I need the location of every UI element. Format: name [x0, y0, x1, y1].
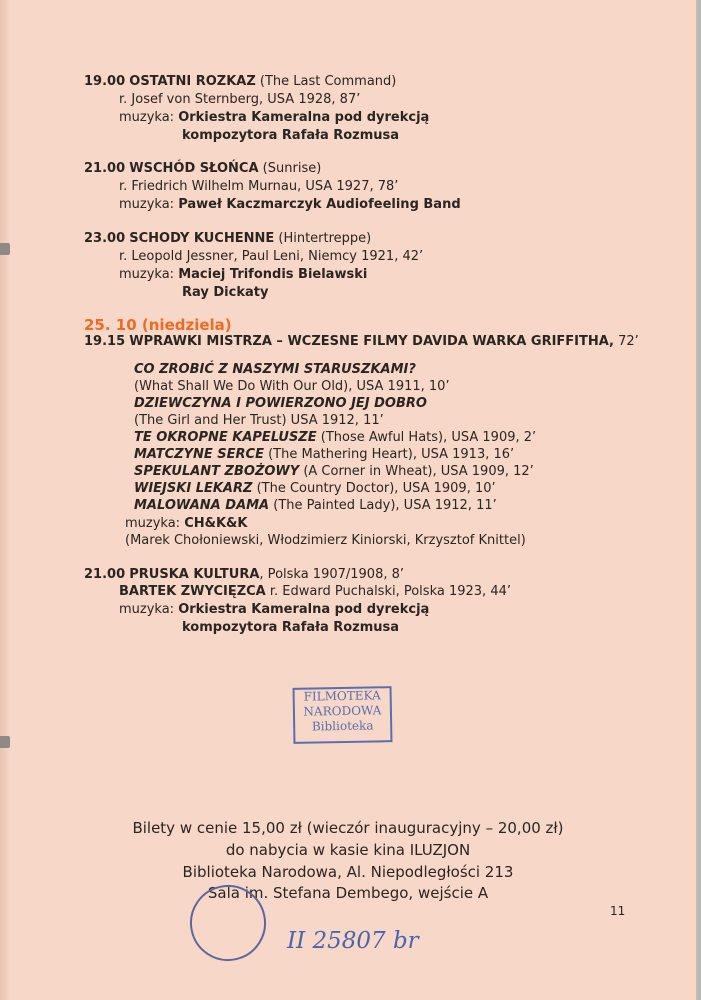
- ticket-info: do nabycia w kasie kina ILUZJON: [225, 841, 471, 859]
- ticket-info: Biblioteka Narodowa, Al. Niepodległości 213: [182, 863, 514, 881]
- screening-title: BARTEK ZWYCIĘZCA r. Edward Puchalski, Polska 1923, 44’: [119, 584, 511, 599]
- screening-title: 19.00 OSTATNI ROZKAZ (The Last Command): [84, 74, 397, 89]
- screening-title: 23.00 SCHODY KUCHENNE (Hintertreppe): [84, 231, 372, 246]
- screening-music: muzyka: Paweł Kaczmarczyk Audiofeeling Band: [119, 197, 461, 212]
- screening-title: 21.00 PRUSKA KULTURA, Polska 1907/1908, 8’: [84, 567, 405, 582]
- screening-music: Ray Dickaty: [182, 285, 269, 300]
- screening-music: muzyka: Orkiestra Kameralna pod dyrekcją: [119, 602, 430, 617]
- screening-credits: r. Friedrich Wilhelm Murnau, USA 1927, 78’: [119, 179, 399, 194]
- screening-music: muzyka: Maciej Trifondis Bielawski: [119, 267, 368, 282]
- film-item: MALOWANA DAMA (The Painted Lady), USA 1912, 11’: [134, 498, 497, 513]
- screening-music: kompozytora Rafała Rozmusa: [182, 128, 400, 143]
- page-number: 11: [610, 904, 626, 918]
- screening-title: 19.15 WPRAWKI MISTRZA – WCZESNE FILMY DAVIDA WARKA GRIFFITHA, 72’: [84, 334, 639, 349]
- film-item: MATCZYNE SERCE (The Mathering Heart), USA 1913, 16’: [134, 447, 515, 462]
- film-item: SPEKULANT ZBOŻOWY (A Corner in Wheat), USA 1909, 12’: [134, 464, 534, 479]
- staple: [0, 736, 10, 748]
- film-item: (The Girl and Her Trust) USA 1912, 11’: [134, 413, 384, 428]
- film-item: CO ZROBIĆ Z NASZYMI STARUSZKAMI?: [134, 362, 416, 377]
- library-stamp: FILMOTEKA NARODOWA Biblioteka: [293, 686, 393, 744]
- staple: [0, 243, 10, 255]
- music-members: (Marek Chołoniewski, Włodzimierz Kiniorski, Krzysztof Knittel): [125, 533, 526, 548]
- film-item: TE OKROPNE KAPELUSZE (Those Awful Hats), USA 1909, 2’: [134, 430, 537, 445]
- film-item: WIEJSKI LEKARZ (The Country Doctor), USA 1909, 10’: [134, 481, 496, 496]
- screening-music: kompozytora Rafała Rozmusa: [182, 620, 400, 635]
- handwritten-inventory-number: II 25807 br: [287, 928, 419, 954]
- date-heading: 25. 10 (niedziela): [84, 316, 232, 334]
- ticket-info: Bilety w cenie 15,00 zł (wieczór inauguracyjny – 20,00 zł): [132, 819, 564, 837]
- ticket-info: Sala im. Stefana Dembego, wejście A: [207, 884, 489, 902]
- film-item: (What Shall We Do With Our Old), USA 1911, 10’: [134, 379, 450, 394]
- screening-credits: r. Leopold Jessner, Paul Leni, Niemcy 1921, 42’: [119, 249, 424, 264]
- screening-credits: r. Josef von Sternberg, USA 1928, 87’: [119, 92, 361, 107]
- film-item: DZIEWCZYNA I POWIERZONO JEJ DOBRO: [134, 396, 427, 411]
- screening-music: muzyka: CH&K&K: [125, 516, 248, 531]
- screening-music: muzyka: Orkiestra Kameralna pod dyrekcją: [119, 110, 430, 125]
- screening-title: 21.00 WSCHÓD SŁOŃCA (Sunrise): [84, 161, 322, 176]
